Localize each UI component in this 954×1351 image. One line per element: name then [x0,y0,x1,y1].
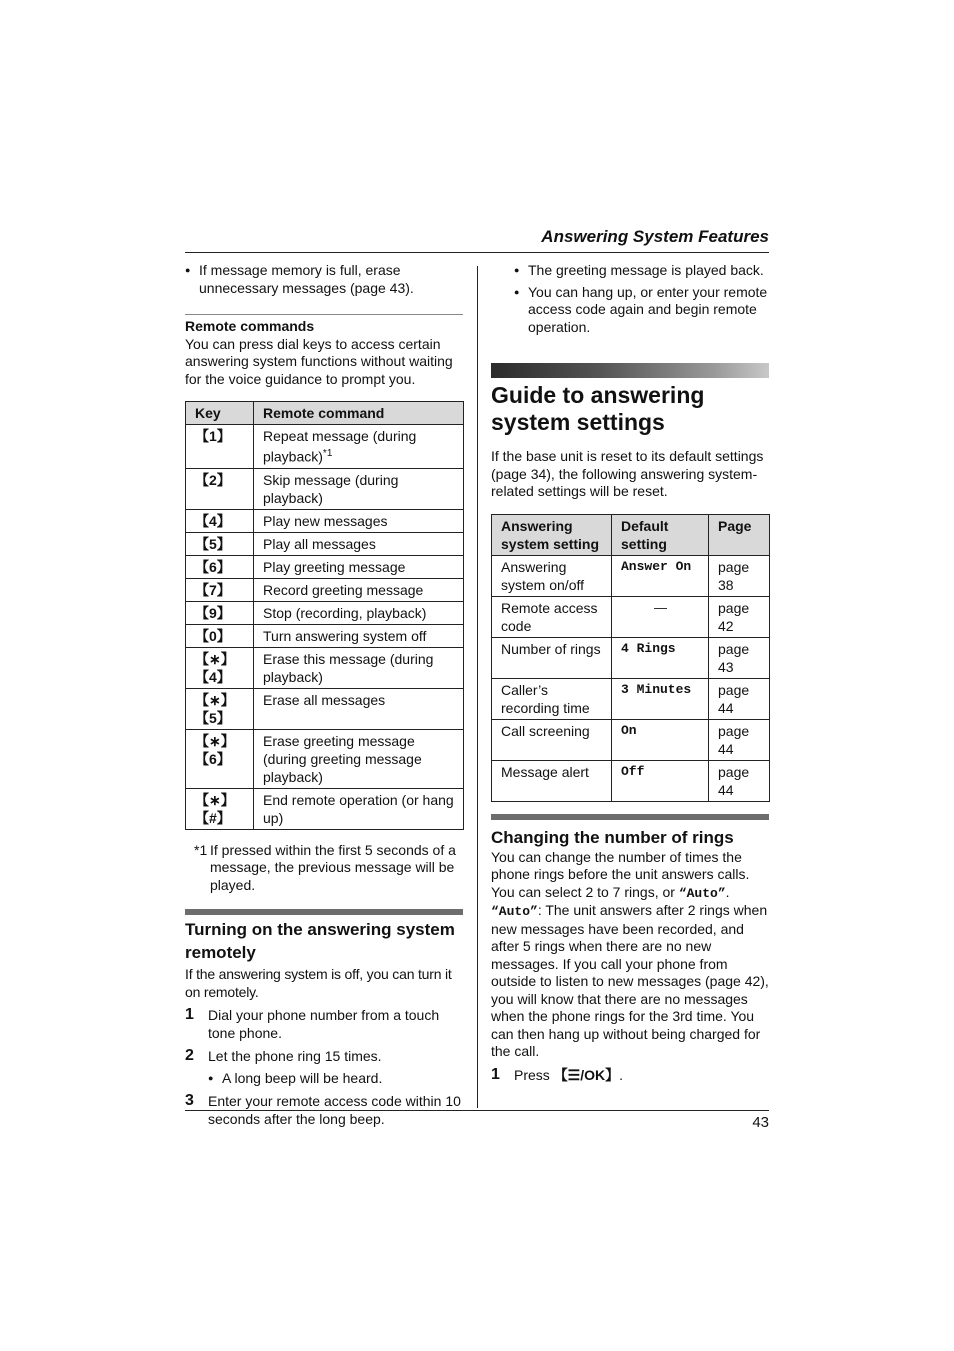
command-cell [254,555,464,578]
table-row [186,624,464,647]
key-cell: 【∗】【6】 [186,729,254,788]
footnote-mark: *1 [194,841,208,858]
column-divider [477,266,478,1108]
footnote-text: If pressed within the first 5 seconds of a message, the previous message will be played. [210,841,456,893]
table-row [492,637,770,678]
turning-on-intro: If the answering system is off, you can turn it on remotely. [185,966,452,1000]
key-cell: 【1】 [186,425,254,469]
rings-text-2: : The unit answers after 2 rings when new messages have been recorded, and after 5 rings when there are no new messages. If you call your phone from outside to listen to new messages (page 42), you will know that there are no messages when the phone rings for the 3rd time. You can then hang up without being charged for the call. [491,902,769,1059]
footer-rule [185,1110,769,1111]
table-row [186,425,464,469]
guide-title-line2: system settings [491,409,665,435]
step-bullet: ● A long beep will be heard. [208,1070,463,1088]
step-text: Press [514,1066,554,1083]
table-row [186,578,464,601]
table-row [492,678,770,719]
command-cell [254,788,464,829]
command-cell [254,578,464,601]
default-cell: On [612,719,709,760]
rings-heading: Changing the number of rings [491,827,734,847]
page-cell: page 44 [709,719,770,760]
turning-on-heading: Turning on the answering system remotely [185,920,455,963]
step-number: 3 [185,1092,194,1110]
command-cell [254,688,464,729]
command-cell [254,624,464,647]
table-row [186,532,464,555]
command-text: Skip message (during playback) [263,471,399,506]
command-text: Erase this message (during playback) [263,650,434,685]
guide-title [491,382,769,436]
step-number: 2 [185,1047,194,1065]
table-row [186,601,464,624]
step-text-end: . [619,1066,624,1083]
page-cell: page 44 [709,760,770,801]
memory-bullet: ● If message memory is full, erase unnecessary messages (page 43). [185,262,463,297]
command-cell [254,425,464,469]
command-text: Repeat message (during playback) [263,428,417,465]
setting-cell: Remote access code [492,596,612,637]
table-header-key: Key [186,402,254,425]
rings-step-1 [491,1067,769,1085]
default-cell: Off [612,760,709,801]
setting-cell: Call screening [492,719,612,760]
step-number: 1 [491,1065,500,1083]
step-text: Dial your phone number from a touch tone phone. [208,1007,440,1041]
page-cell: page 42 [709,596,770,637]
hangup-bullet: ● You can hang up, or enter your remote access code again and begin remote operation. [514,284,769,337]
command-cell [254,601,464,624]
guide-band [491,363,769,378]
key-cell: 【∗】【#】 [186,788,254,829]
settings-table [491,514,770,802]
table-row [186,509,464,532]
greeting-bullet: ● The greeting message is played back. [514,262,769,280]
table-header-page: Page [709,514,770,555]
command-cell [254,532,464,555]
key-cell: 【5】 [186,532,254,555]
remote-commands-intro: You can press dial keys to access certain answering system functions without waiting for the voice guidance to prompt you. [185,335,453,387]
right-column [491,262,769,1084]
step-text: Let the phone ring 15 times. [208,1048,382,1065]
section-band [491,814,769,820]
command-cell [254,729,464,788]
command-cell [254,509,464,532]
page-cell: page 44 [709,678,770,719]
table-row [492,555,770,596]
command-cell [254,468,464,509]
guide-intro: If the base unit is reset to its default settings (page 34), the following answering system-related settings will be reset. [491,448,764,499]
page-cell: page 43 [709,637,770,678]
section-rule [185,314,463,315]
default-cell: — [612,596,709,637]
table-row [492,760,770,801]
table-row [492,596,770,637]
setting-cell: Caller’s recording time [492,678,612,719]
table-row [186,647,464,688]
table-row [186,555,464,578]
setting-cell: Answering system on/off [492,555,612,596]
command-text: Erase greeting message (during greeting message playback) [263,732,422,785]
remote-commands-heading: Remote commands [185,318,315,334]
table-header-default: Default setting [612,514,709,555]
remote-commands-table [185,401,464,830]
step-number: 1 [185,1006,194,1024]
default-cell: 4 Rings [612,637,709,678]
command-text: Stop (recording, playback) [263,604,427,621]
table-row [492,719,770,760]
menu-ok-key: 【☰/OK】 [553,1066,620,1083]
key-cell: 【∗】【4】 [186,647,254,688]
table-row [186,688,464,729]
left-column [185,262,463,1128]
command-text: Record greeting message [263,581,424,598]
setting-cell: Message alert [492,760,612,801]
footnote [185,842,463,895]
command-cell [254,647,464,688]
table-row [186,788,464,829]
step-1 [185,1007,463,1042]
page-cell: page 38 [709,555,770,596]
command-text: Erase all messages [263,691,386,708]
rings-paragraph [491,849,769,1061]
setting-cell: Number of rings [492,637,612,678]
rings-text-1-end: . [725,883,730,900]
key-cell: 【0】 [186,624,254,647]
key-cell: 【7】 [186,578,254,601]
key-cell: 【∗】【5】 [186,688,254,729]
command-text: End remote operation (or hang up) [263,791,454,826]
command-text: Play new messages [263,512,388,529]
command-text: Turn answering system off [263,627,427,644]
section-band [185,909,463,915]
page-number: 43 [752,1114,769,1131]
rings-text-1: You can change the number of times the phone rings before the unit answers calls. You can select 2 to 7 rings, or [491,848,750,900]
command-text: Play all messages [263,535,376,552]
default-cell: Answer On [612,555,709,596]
table-row [186,468,464,509]
key-cell: 【6】 [186,555,254,578]
step-2 [185,1048,463,1087]
header-rule [185,252,769,253]
footnote-ref: *1 [322,448,333,459]
key-cell: 【2】 [186,468,254,509]
key-cell: 【4】 [186,509,254,532]
key-cell: 【9】 [186,601,254,624]
guide-title-line1: Guide to answering [491,382,705,408]
step-text: Enter your remote access code within 10 seconds after the long beep. [208,1093,461,1127]
table-header-setting: Answering system setting [492,514,612,555]
auto-option-term: “Auto” [491,904,538,919]
command-text: Play greeting message [263,558,406,575]
auto-option: “Auto” [678,885,726,901]
default-cell: 3 Minutes [612,678,709,719]
table-row [186,729,464,788]
section-title: Answering System Features [541,227,769,246]
table-header-command: Remote command [254,402,464,425]
